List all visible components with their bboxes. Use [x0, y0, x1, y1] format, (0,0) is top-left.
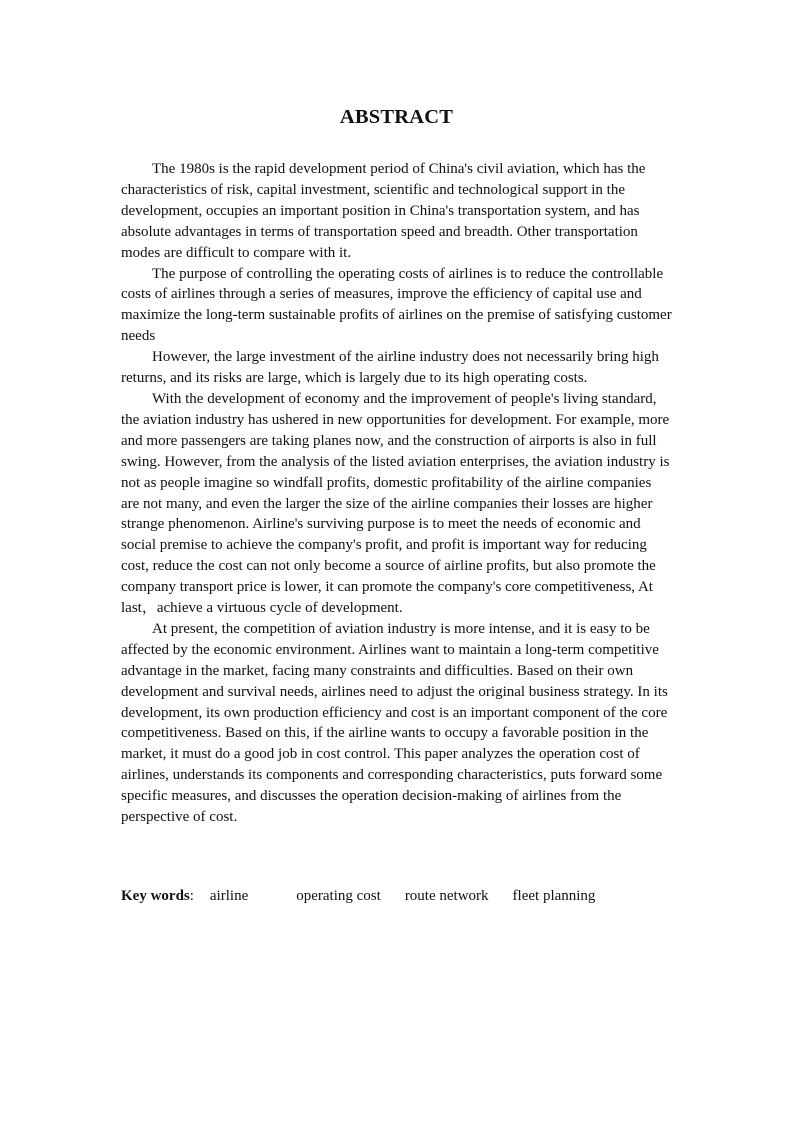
paragraph-5: At present, the competition of aviation industry is more intense, and it is easy to be affected by the economic environment. Airlines want to maintain a long-term competitive advantage in the market, facing many constraints and difficulties. Based on their own development and survival needs, airlines need to adjust the original business strategy. In its development, its own production efficiency and cost is an important component of the core competitiveness. Based on this, if the airline wants to occupy a favorable position in the market, it must do a good job in cost control. This paper analyzes the operation cost of airlines, understands its components and corresponding characteristics, puts forward some specific measures, and discusses the operation decision-making of airlines from the perspective of cost. [121, 620, 668, 826]
paragraph-3: However, the large investment of the airline industry does not necessarily bring high returns, and its risks are large, which is largely due to its high operating costs. [121, 349, 659, 387]
keyword-item: route network [404, 888, 489, 904]
abstract-body [121, 159, 673, 828]
keyword-item: airline [209, 888, 249, 904]
abstract-title: ABSTRACT [339, 106, 454, 128]
keyword-item: fleet planning [512, 888, 596, 904]
paragraph-2: The purpose of controlling the operating costs of airlines is to reduce the controllable costs of airlines through a series of measures, improve the efficiency of capital use and maximize the long-term sustainable profits of airlines on the premise of satisfying customer needs [121, 265, 672, 345]
keywords-colon: : [189, 888, 194, 904]
keyword-item: operating cost [296, 888, 381, 904]
keywords-line [121, 886, 595, 906]
paragraph-4: With the development of economy and the improvement of people's living standard, the aviation industry has ushered in new opportunities for development. For example, more and more passengers are taking planes now, and the construction of airports is also in full swing. However, from the analysis of the listed aviation enterprises, the aviation industry is not as people imagine so windfall profits, domestic profitability of the airline companies are not many, and even the larger the size of the airline companies their losses are higher strange phenomenon. Airline's surviving purpose is to meet the needs of economic and social premise to achieve the company's profit, and profit is important way for reducing cost, reduce the cost can not only become a source of airline profits, but also promote the company transport price is lower, it can promote the company's core competitiveness, At last，achieve a virtuous cycle of development. [121, 390, 670, 617]
paragraph-1: The 1980s is the rapid development period of China's civil aviation, which has the characteristics of risk, capital investment, scientific and technological support in the development, occupies an important position in China's transportation system, and has absolute advantages in terms of transportation speed and breadth. Other transportation modes are difficult to compare with it. [121, 161, 646, 261]
keywords-label: Key words [121, 888, 190, 904]
